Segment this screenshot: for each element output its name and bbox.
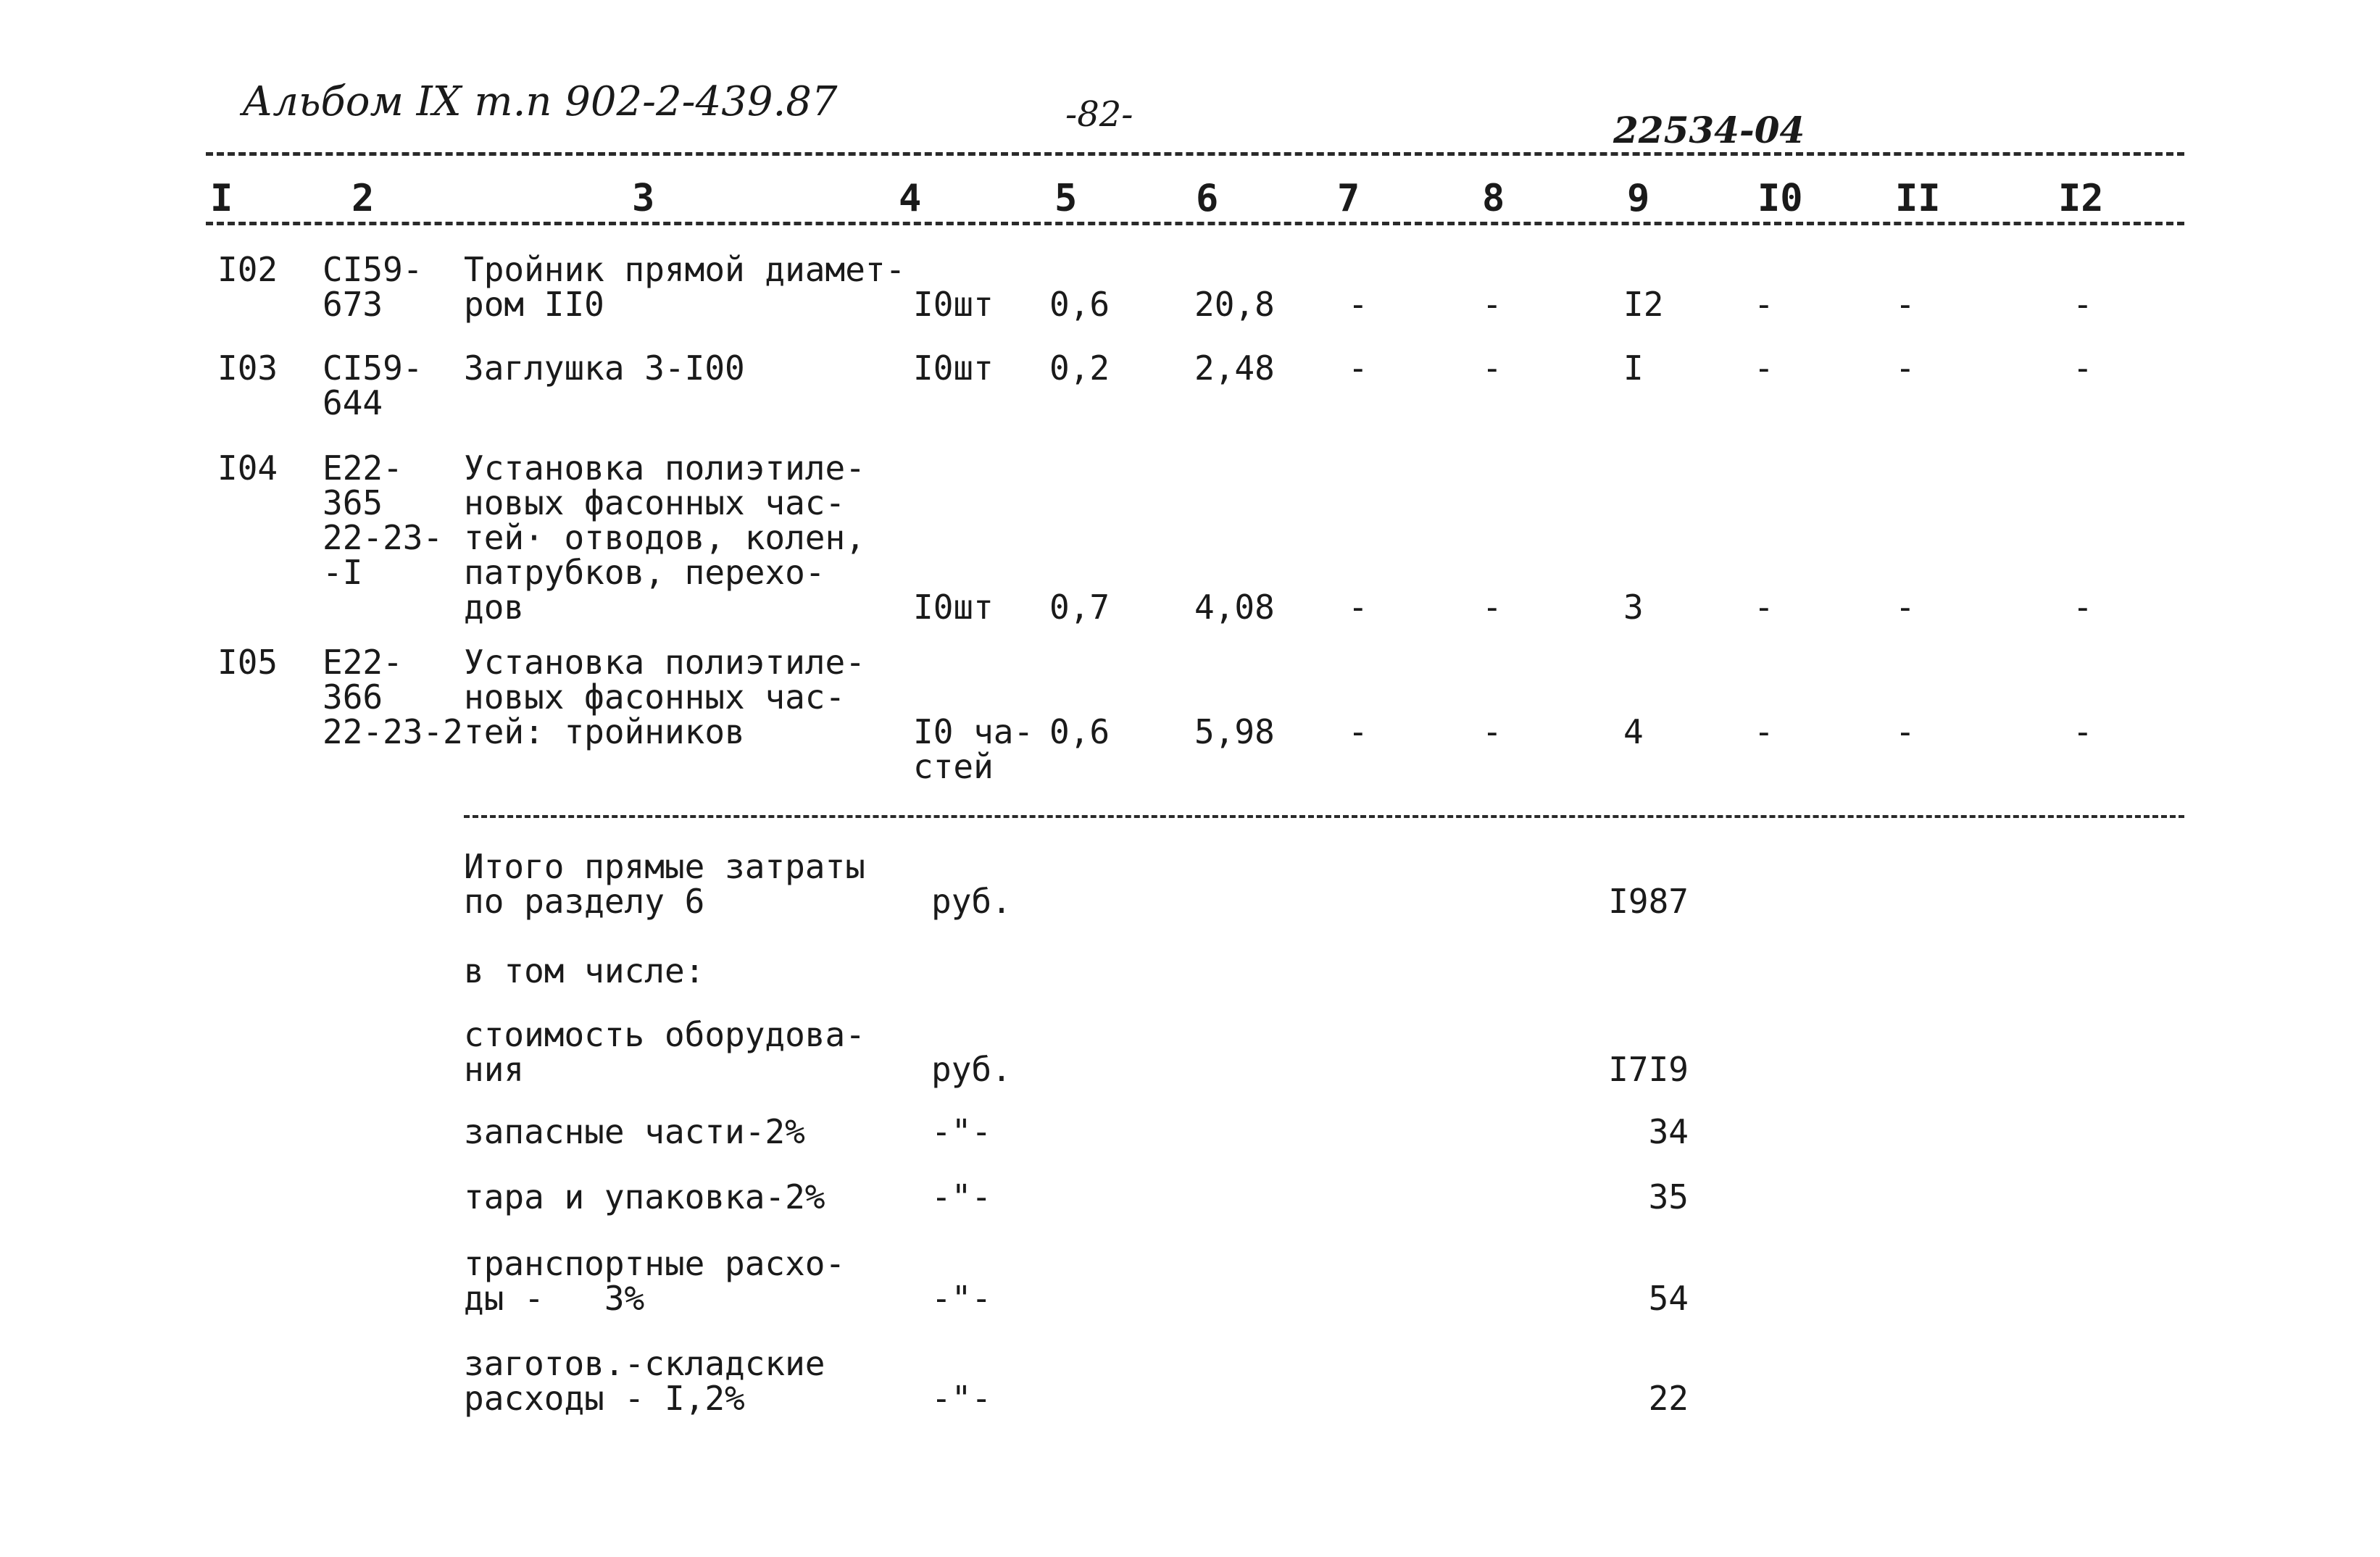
summary-unit: -"- [931, 1279, 992, 1318]
summary-value: 34 [1648, 1112, 1689, 1151]
summary-unit: -"- [931, 1112, 992, 1151]
column-number-4: 4 [899, 177, 922, 220]
summary-label: тара и упаковка-2% [464, 1177, 825, 1216]
column-number-7: 7 [1337, 177, 1360, 220]
summary-unit: -"- [931, 1379, 992, 1418]
document-code: 22534-04 [1613, 109, 1805, 151]
row-unit: I0шт [913, 285, 994, 324]
row-c8: - [1482, 712, 1502, 751]
summary-unit: руб. [931, 1050, 1012, 1089]
row-c7: - [1348, 712, 1368, 751]
row-c12: - [2073, 588, 2093, 627]
row-name: Тройник прямой диамет- ром II0 [464, 250, 906, 324]
row-c5: 0,6 [1049, 712, 1110, 751]
row-name: Установка полиэтиле- новых фасонных час- тей· отводов, колен, патрубков, перехо- дов [464, 448, 865, 627]
row-c12: - [2073, 348, 2093, 388]
column-number-3: 3 [632, 177, 655, 220]
summary-label: в том числе: [464, 951, 705, 990]
summary-label: транспортные расхо- ды - 3% [464, 1244, 846, 1318]
summary-value: 54 [1648, 1279, 1689, 1318]
row-name: Заглушка 3-I00 [464, 348, 745, 388]
row-c5: 0,7 [1049, 588, 1110, 627]
top-rule [206, 152, 2184, 156]
summary-label: заготов.-складские расходы - I,2% [464, 1344, 825, 1418]
row-c6: 4,08 [1194, 588, 1275, 627]
row-c8: - [1482, 348, 1502, 388]
row-c5: 0,6 [1049, 285, 1110, 324]
row-c6: 2,48 [1194, 348, 1275, 388]
row-code: CI59- 644 [323, 348, 423, 422]
row-c10: - [1754, 285, 1774, 324]
summary-label: запасные части-2% [464, 1112, 805, 1151]
column-number-11: II [1895, 177, 1941, 220]
summary-unit: -"- [931, 1177, 992, 1216]
column-number-12: I2 [2058, 177, 2104, 220]
row-c11: - [1895, 285, 1915, 324]
column-number-5: 5 [1054, 177, 1078, 220]
row-number: I03 [217, 348, 278, 388]
row-c10: - [1754, 588, 1774, 627]
column-number-1: I [210, 177, 233, 220]
row-code: CI59- 673 [323, 250, 423, 324]
column-number-8: 8 [1482, 177, 1505, 220]
row-c5: 0,2 [1049, 348, 1110, 388]
row-number: I05 [217, 643, 278, 682]
row-c9: 4 [1623, 712, 1644, 751]
row-code: E22- 366 22-23-2 [323, 643, 463, 751]
row-unit: I0шт [913, 588, 994, 627]
row-c7: - [1348, 588, 1368, 627]
row-code: E22- 365 22-23- -I [323, 448, 444, 592]
row-c7: - [1348, 285, 1368, 324]
row-c8: - [1482, 588, 1502, 627]
summary-label: стоимость оборудова- ния [464, 1015, 865, 1089]
row-c10: - [1754, 348, 1774, 388]
row-name: Установка полиэтиле- новых фасонных час- тей: тройников [464, 643, 865, 751]
column-number-9: 9 [1627, 177, 1650, 220]
summary-value: I7I9 [1608, 1050, 1689, 1089]
page-number: -82- [1065, 94, 1133, 135]
totals-rule [464, 815, 2184, 818]
summary-value: 22 [1648, 1379, 1689, 1418]
row-c10: - [1754, 712, 1774, 751]
row-c9: 3 [1623, 588, 1644, 627]
column-number-10: I0 [1757, 177, 1803, 220]
row-c12: - [2073, 285, 2093, 324]
row-number: I04 [217, 448, 278, 488]
column-number-6: 6 [1196, 177, 1219, 220]
album-reference: Альбом IX т.п 902-2-439.87 [242, 78, 838, 125]
row-c7: - [1348, 348, 1368, 388]
row-c9: I [1623, 348, 1644, 388]
row-c9: I2 [1623, 285, 1664, 324]
column-header-rule [206, 222, 2184, 225]
summary-value: 35 [1648, 1177, 1689, 1216]
row-c11: - [1895, 588, 1915, 627]
summary-unit: руб. [931, 882, 1012, 921]
summary-value: I987 [1608, 882, 1689, 921]
row-c8: - [1482, 285, 1502, 324]
row-c12: - [2073, 712, 2093, 751]
row-number: I02 [217, 250, 278, 289]
row-c11: - [1895, 348, 1915, 388]
row-unit: I0 ча- стей [913, 712, 1034, 786]
summary-label: Итого прямые затраты по разделу 6 [464, 847, 865, 921]
column-number-2: 2 [351, 177, 375, 220]
row-c11: - [1895, 712, 1915, 751]
row-unit: I0шт [913, 348, 994, 388]
row-c6: 5,98 [1194, 712, 1275, 751]
row-c6: 20,8 [1194, 285, 1275, 324]
